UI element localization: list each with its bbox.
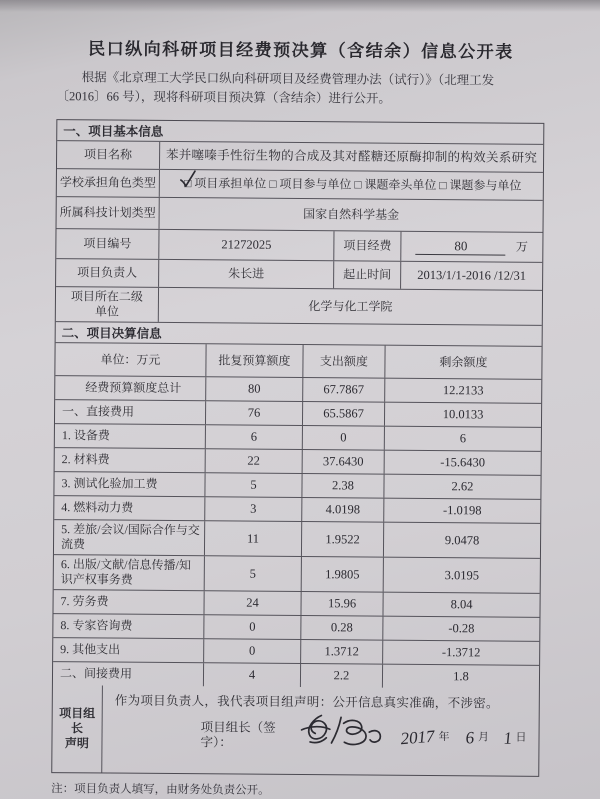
settlement-row-remain: -1.3712	[441, 645, 481, 660]
checkbox	[181, 176, 194, 191]
funding-value-cell	[401, 232, 542, 262]
footnote: 注：项目负责人填写，由财务处负责公开。	[51, 783, 270, 797]
settlement-row-spent: 65.5867	[303, 402, 385, 426]
settlement-row-label: 1. 设备费	[55, 424, 206, 448]
role-option	[181, 176, 266, 192]
settlement-row-remain: -0.28	[448, 621, 475, 636]
settlement-row-budget: 76	[206, 401, 303, 425]
funding-label: 项目经费	[334, 231, 401, 261]
department-label-line1: 项目所在二级	[70, 289, 144, 304]
settlement-row	[54, 555, 540, 594]
checkbox-square-icon: □	[439, 178, 447, 193]
settlement-row-label: 5. 差旅/会议/国际合作与交流费	[54, 520, 205, 555]
settlement-row-budget: 5	[205, 473, 302, 497]
settlement-row-remain: 2.62	[451, 479, 474, 494]
role-type-row	[57, 169, 543, 201]
settlement-row-label: 9. 其他支出	[53, 638, 204, 662]
project-name-label: 项目名称	[57, 141, 160, 169]
settlement-row-budget: 80	[206, 377, 303, 401]
leader-signature-scribble-icon	[295, 706, 391, 753]
leader-label: 项目负责人	[56, 259, 159, 287]
settlement-row-budget: 5	[205, 556, 302, 591]
settlement-row-remain: 8.04	[450, 597, 473, 612]
settlement-row-spent: 2.38	[302, 474, 384, 498]
project-number-value: 21272025	[159, 230, 334, 260]
funding-unit: 万	[515, 239, 528, 254]
plan-type-label: 所属科技计划类型	[57, 197, 160, 229]
project-name-row	[57, 141, 543, 173]
department-value: 化学与化工学院	[308, 298, 393, 314]
settlement-row-spent: 67.7867	[303, 378, 385, 402]
declaration-label	[52, 685, 103, 772]
declaration-label-line2: 声明	[64, 736, 90, 751]
settlement-row-label: 二、间接费用	[53, 662, 204, 686]
settlement-row-spent: 1.3712	[301, 640, 383, 664]
role-type-options	[160, 170, 543, 200]
checkbox	[436, 178, 449, 193]
settlement-row-spent: 1.9522	[302, 522, 384, 557]
handwritten-check-icon	[178, 170, 197, 191]
checkbox	[266, 177, 279, 192]
role-option	[351, 177, 436, 193]
plan-type-value: 国家自然科学基金	[303, 207, 400, 222]
checkbox-square-icon: □	[269, 176, 277, 191]
role-option-label: 项目承担单位	[194, 176, 267, 191]
declaration-label-line1: 项目组长	[59, 706, 96, 736]
settlement-column-header-row	[55, 343, 541, 380]
declaration-row	[52, 685, 539, 776]
handwritten-month: 6	[464, 727, 475, 748]
column-header-spent: 支出额度	[303, 345, 385, 378]
project-name-value: 苯并噻嗪手性衍生物的合成及其对醛糖还原酶抑制的构效关系研究	[165, 147, 538, 165]
settlement-row-remain: -1.0198	[442, 503, 482, 518]
page-title: 民口纵向科研项目经费预决算（含结余）信息公开表	[88, 39, 514, 62]
settlement-row-spent: 0.28	[301, 616, 383, 640]
column-header-remain: 剩余额度	[439, 354, 488, 369]
role-option-label: 课题牵头单位	[364, 177, 437, 193]
settlement-row-label: 2. 材料费	[55, 448, 206, 472]
section2-header: 二、项目决算信息	[61, 326, 162, 341]
settlement-row-budget: 6	[206, 425, 303, 449]
settlement-row-budget: 4	[204, 663, 301, 687]
column-header-unit: 单位：万元	[55, 343, 206, 376]
department-label	[56, 287, 159, 322]
column-header-budget: 批复预算额度	[206, 344, 303, 377]
checkbox	[351, 177, 364, 192]
department-label-line2: 单位	[94, 304, 119, 319]
funding-amount: 80	[416, 238, 506, 256]
intro-line-2: 〔2016〕66 号），现将科研项目预决算（含结余）进行公开。	[56, 89, 391, 106]
settlement-row-budget: 22	[206, 449, 303, 473]
settlement-row-label: 4. 燃料动力费	[54, 496, 205, 520]
leader-value: 朱长进	[159, 260, 334, 288]
settlement-row-remain: 9.0478	[444, 532, 480, 547]
settlement-row-remain: 10.0133	[442, 407, 484, 422]
settlement-rows	[53, 376, 541, 689]
settlement-row-spent: 4.0198	[302, 498, 384, 522]
settlement-row-budget: 24	[204, 591, 301, 615]
day-unit: 日	[515, 731, 527, 744]
settlement-row-budget: 3	[205, 497, 302, 521]
sign-here-label: 项目组长（签字）：	[200, 720, 276, 750]
settlement-row-spent: 1.9805	[302, 557, 384, 592]
settlement-row-remain: 6	[459, 431, 467, 446]
settlement-row-label: 8. 专家咨询费	[53, 614, 204, 638]
settlement-row-budget: 0	[204, 639, 301, 663]
settlement-row	[54, 520, 540, 559]
handwritten-day: 1	[502, 727, 513, 748]
section1-header: 一、项目基本信息	[63, 124, 164, 139]
settlement-row-label: 6. 出版/文献/信息传播/知识产权事务费	[54, 555, 205, 590]
checkbox-square-icon: □	[354, 177, 362, 192]
role-option	[436, 178, 521, 194]
plan-type-row	[57, 197, 543, 233]
intro-line-1: 根据《北京理工大学民口纵向科研项目及经费管理办法（试行）》（北理工发	[81, 70, 495, 88]
checkbox-square-icon: □	[184, 176, 192, 191]
settlement-row-remain: 3.0195	[444, 567, 480, 582]
handwritten-year: 2017	[399, 726, 436, 748]
settlement-row-spent: 37.6430	[303, 450, 385, 474]
project-number-row	[56, 229, 542, 263]
role-option	[266, 177, 351, 193]
settlement-row-spent: 15.96	[301, 592, 383, 616]
declaration-statement: 作为项目负责人，我代表项目组声明：公开信息真实准确，不涉密。	[114, 693, 499, 711]
settlement-row-spent: 2.2	[301, 664, 383, 688]
role-option-label: 项目参与单位	[279, 176, 352, 192]
duration-value: 2013/1/1-2016 /12/31	[417, 267, 527, 283]
settlement-row-budget: 0	[204, 615, 301, 639]
settlement-row-spent: 0	[303, 426, 385, 450]
settlement-row-label: 3. 测试化验加工费	[54, 472, 205, 496]
role-type-label: 学校承担角色类型	[57, 169, 160, 197]
settlement-row-label: 一、直接费用	[55, 400, 206, 424]
settlement-row-remain: -15.6430	[440, 455, 486, 470]
settlement-row-remain: 12.2133	[442, 383, 484, 398]
year-unit: 年	[438, 730, 450, 743]
declaration-body	[102, 685, 539, 775]
settlement-row-label: 7. 劳务费	[53, 590, 204, 614]
settlement-row-remain: 1.8	[453, 669, 469, 684]
project-number-label: 项目编号	[56, 229, 159, 259]
disclosure-form-table	[51, 119, 544, 777]
settlement-row-budget: 11	[205, 521, 302, 556]
department-row	[56, 287, 542, 326]
duration-label: 起止时间	[334, 261, 401, 289]
month-unit: 月	[477, 730, 490, 744]
settlement-row-label: 经费预算额度总计	[55, 376, 206, 400]
role-option-label: 课题参与单位	[449, 178, 522, 193]
intro-paragraph	[56, 68, 544, 110]
leader-row	[56, 259, 542, 291]
signature-line	[114, 719, 528, 754]
